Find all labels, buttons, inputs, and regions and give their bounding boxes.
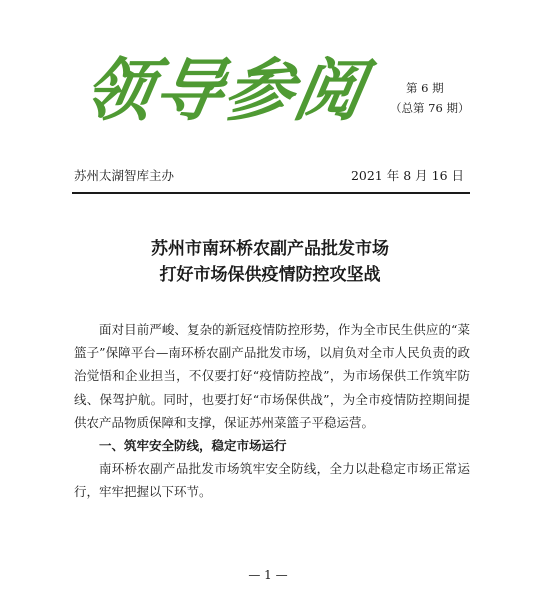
issue-number: 第 6 期 bbox=[406, 81, 444, 95]
article-body bbox=[74, 318, 470, 504]
total-issue-number: （总第 76 期） bbox=[390, 101, 470, 115]
organizer-line bbox=[74, 166, 464, 184]
article-title bbox=[70, 236, 470, 288]
header-divider bbox=[72, 192, 470, 194]
issue-info bbox=[390, 78, 510, 118]
paragraph: 面对目前严峻、复杂的新冠疫情防控形势，作为全市民生供应的“菜篮子”保障平台—南环桥农副产品批发市场，以肩负对全市人民负责的政治觉悟和企业担当，不仅要打好“疫情防控战”，为市场保供工作筑牢防线、保驾护航。同时，也要打好“市场保供战”，为全市疫情防控期间提供农产品物质保障和支撑，保证苏州菜篮子平稳运营。 bbox=[74, 322, 470, 430]
paragraph: 南环桥农副产品批发市场筑牢安全防线，全力以赴稳定市场正常运行，牢牢把握以下环节。 bbox=[74, 461, 470, 500]
organizer: 苏州太湖智库主办 bbox=[74, 168, 175, 183]
article-title-line1: 苏州市南环桥农副产品批发市场 bbox=[151, 239, 389, 259]
masthead-title: 领导参阅 bbox=[77, 50, 373, 131]
section-heading: 一、筑牢安全防线，稳定市场运行 bbox=[99, 438, 287, 454]
publish-date: 2021 年 8 月 16 日 bbox=[350, 168, 464, 183]
page-number: — 1 — bbox=[248, 568, 288, 582]
article-title-line2: 打好市场保供疫情防控攻坚战 bbox=[159, 265, 381, 285]
